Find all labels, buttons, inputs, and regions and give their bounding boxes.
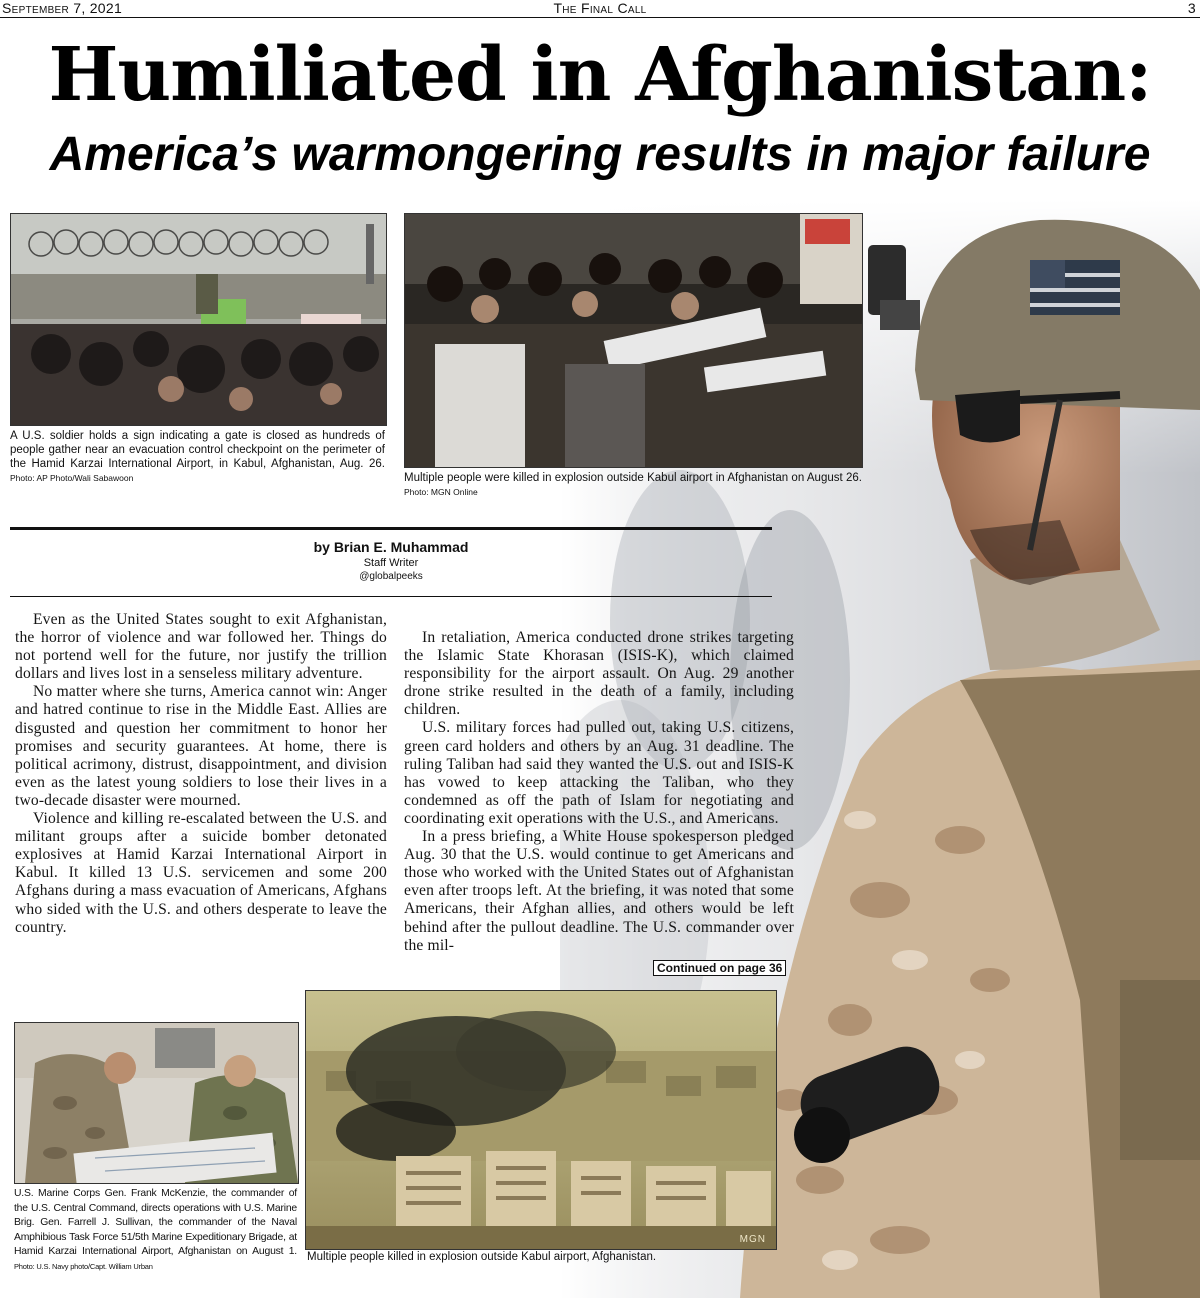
caption-text: Multiple people killed in explosion outside Kabul airport, Afghanistan.: [307, 1251, 657, 1263]
subheadline: America’s warmongering results in major failure: [49, 128, 1151, 181]
paragraph: U.S. military forces had pulled out, taking U.S. citizens, green card holders and others by an Aug. 31 deadline. The ruling Taliban had said they wanted the U.S. out and ISIS-K has vowed to keep attacking the Taliban, who they condemned as off the path of Islam for negotiating and coordinating exit operations with the U.S., and Americans.: [404, 719, 794, 827]
article-column-1: [15, 611, 387, 937]
photo-airport-explosion-caption: [404, 471, 862, 499]
photo-credit: Photo: U.S. Navy photo/Capt. William Urban: [14, 1261, 153, 1271]
photo-watermark: MGN: [739, 1234, 766, 1245]
byline-rule-top: [10, 527, 772, 530]
author-role: Staff Writer: [363, 557, 419, 569]
photo-checkpoint-crowd: [10, 213, 387, 426]
photo-kabul-smoke: [305, 990, 777, 1250]
photo-kabul-smoke-caption: [307, 1250, 777, 1264]
paragraph: In a press briefing, a White House spokesperson pledged Aug. 30 that the U.S. would continue to get Americans and those who worked with the United States out of Afghanistan even after troops left. At the briefing, it was noted that some Americans, their Afghan allies, and others would be left behind after the pullout deadline. The U.S. commander over the mil-: [404, 828, 794, 954]
photo-airport-explosion: [404, 213, 863, 468]
paragraph: No matter where she turns, America cannot win: Anger and hatred continue to rise in the Middle East. Allies are disgusted and question her commitment to honor her promises and security guarantees. At home, there is political acrimony, distrust, disappointment, and division even as the latest young soldiers to lose their lives in a two-decade disaster were mourned.: [15, 683, 387, 809]
folio-bar: [0, 0, 1200, 18]
photo-credit: Photo: AP Photo/Wali Sabawoon: [10, 473, 134, 483]
paragraph: In retaliation, America conducted drone strikes targeting the Islamic State Khorasan (ISIS-K), which claimed responsibility for the airport assault. On Aug. 29 another drone strike resulted in the death of a family, including children.: [404, 629, 794, 719]
byline-rule-bottom: [10, 596, 772, 597]
issue-date: September 7, 2021: [2, 0, 123, 16]
photo-credit: Photo: MGN Online: [404, 487, 478, 497]
continued-on-link[interactable]: Continued on page 36: [653, 960, 786, 976]
author-handle: @globalpeeks: [359, 571, 423, 582]
caption-text: U.S. Marine Corps Gen. Frank McKenzie, the commander of the U.S. Central Command, directs operations with U.S. Marine Brig. Gen. Farrell J. Sullivan, the commander of the Naval Amphibious Task Force 51/5th Marine Expeditionary Brigade, at Hamid Karzai International Airport, Afghanistan on August 1.: [14, 1188, 297, 1258]
caption-text: A U.S. soldier holds a sign indicating a gate is closed as hundreds of people gather near an evacuation control checkpoint on the perimeter of the Hamid Karzai International Airport, in Kabul, Afghanistan, Aug. 26.: [10, 430, 385, 470]
photo-commanders-caption: [14, 1187, 297, 1275]
main-headline: Humiliated in Afghanistan:: [48, 32, 1152, 118]
author-name: by Brian E. Muhammad: [313, 539, 469, 555]
caption-text: Multiple people were killed in explosion outside Kabul airport in Afghanistan on August 26.: [404, 472, 862, 484]
article-column-2: [404, 629, 794, 955]
publication-name: The Final Call: [553, 0, 647, 16]
byline: [10, 538, 772, 583]
paragraph: Even as the United States sought to exit Afghanistan, the horror of violence and war followed her. Things do not portend well for the future, nor justify the trillion dollars and lives lost in a senseless military adventure.: [15, 611, 387, 683]
photo-commanders-map: [14, 1022, 299, 1184]
paragraph: Violence and killing re-escalated between the U.S. and militant groups after a suicide bomber detonated explosives at Hamid Karzai International Airport in Kabul. It killed 13 U.S. servicemen and some 200 Afghans during a mass evacuation of Americans, Afghans who sided with the U.S. and others desperate to leave the country.: [15, 810, 387, 936]
photo-checkpoint-caption: [10, 429, 385, 485]
page-number: 3: [1187, 0, 1196, 16]
